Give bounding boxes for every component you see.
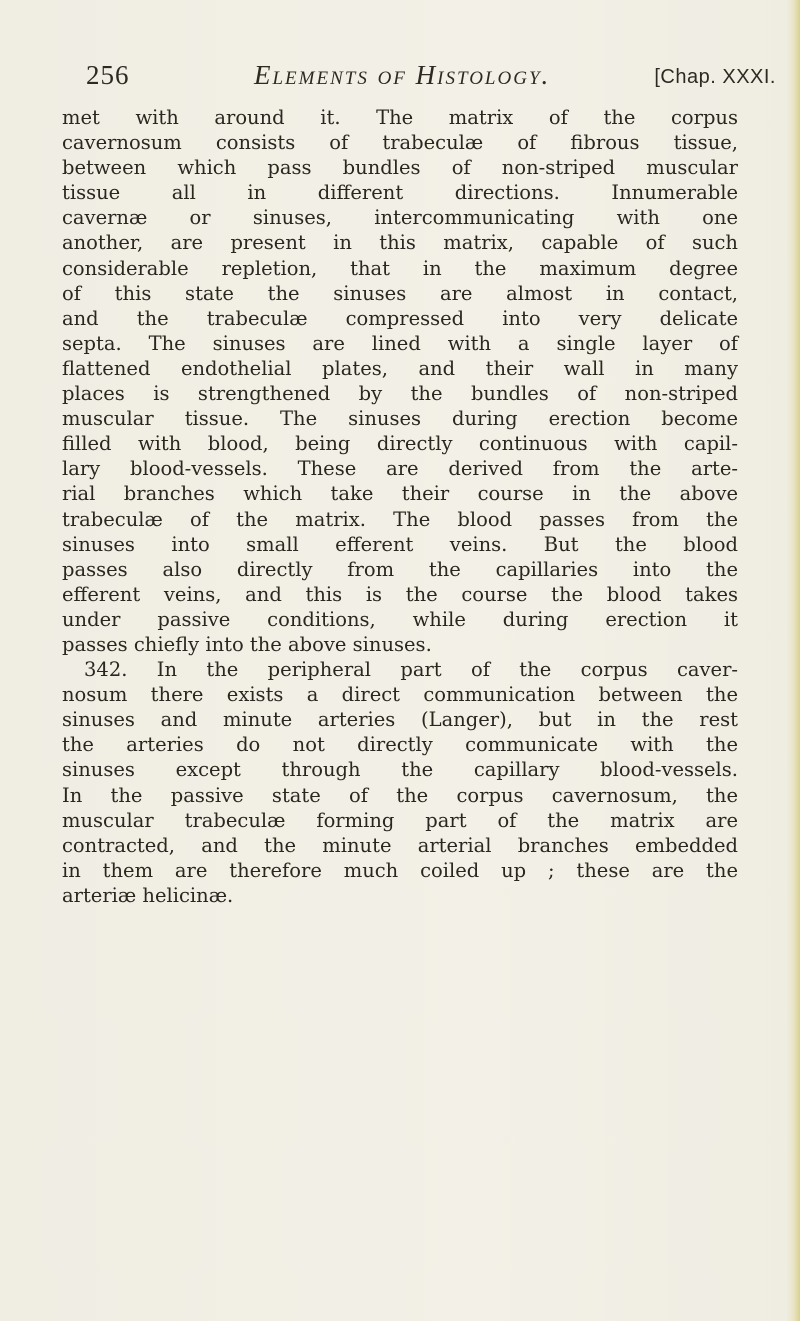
text-line: septa. The sinuses are lined with a single layer of [62,331,738,355]
text-line: another, are present in this matrix, capable of such [62,231,738,255]
text-line: cavernæ or sinuses, intercommunicating with one [62,206,738,230]
text-line: flattened endothelial plates, and their wall in many [62,356,738,380]
text-line: and the trabeculæ compressed into very delicate [62,306,738,330]
text-line: sinuses into small efferent veins. But the blood [62,532,738,556]
paragraph-342-start: 342. In the peripheral part of the corpus caver- [84,658,738,682]
text-line: tissue all in different directions. Innumerable [62,181,738,205]
text-line: considerable repletion, that in the maximum degree [62,256,738,280]
text-line: the arteries do not directly communicate with the [62,733,738,757]
text-line: contracted, and the minute arterial branches embedded [62,833,738,857]
text-line: met with around it. The matrix of the corpus [62,106,738,129]
text-line: lary blood-vessels. These are derived from the arte- [62,457,738,481]
text-line: places is strengthened by the bundles of non-striped [62,382,738,406]
running-head [86,60,776,100]
text-line: muscular tissue. The sinuses during erection become [62,407,738,431]
text-line: sinuses except through the capillary blood-vessels. [62,758,738,782]
book-title: Elements of Histology. [254,60,551,90]
text-line: under passive conditions, while during erection it [62,607,738,631]
text-line: passes also directly from the capillaries into the [62,557,738,581]
text-line: filled with blood, being directly continuous with capil- [62,432,738,456]
chapter-reference: [Chap. XXXI. [654,66,776,88]
text-line: arteriæ helicinæ. [62,883,234,907]
page-number: 256 [86,60,130,90]
page-edge [786,0,800,1321]
text-line: passes chiefly into the above sinuses. [62,632,432,656]
text-line: muscular trabeculæ forming part of the matrix are [62,808,738,832]
text-line: nosum there exists a direct communication between the [62,683,738,707]
text-line: In the passive state of the corpus cavernosum, the [62,783,738,807]
text-line: in them are therefore much coiled up ; these are the [62,858,738,882]
body-text [62,105,738,908]
text-line: between which pass bundles of non-striped muscular [62,156,738,180]
text-line: cavernosum consists of trabeculæ of fibrous tissue, [62,131,738,155]
text-line: sinuses and minute arteries (Langer), but in the rest [62,708,738,732]
text-line: rial branches which take their course in the above [62,482,738,506]
text-line: of this state the sinuses are almost in contact, [62,281,738,305]
text-line: efferent veins, and this is the course the blood takes [62,582,738,606]
text-line: trabeculæ of the matrix. The blood passes from the [62,507,738,531]
